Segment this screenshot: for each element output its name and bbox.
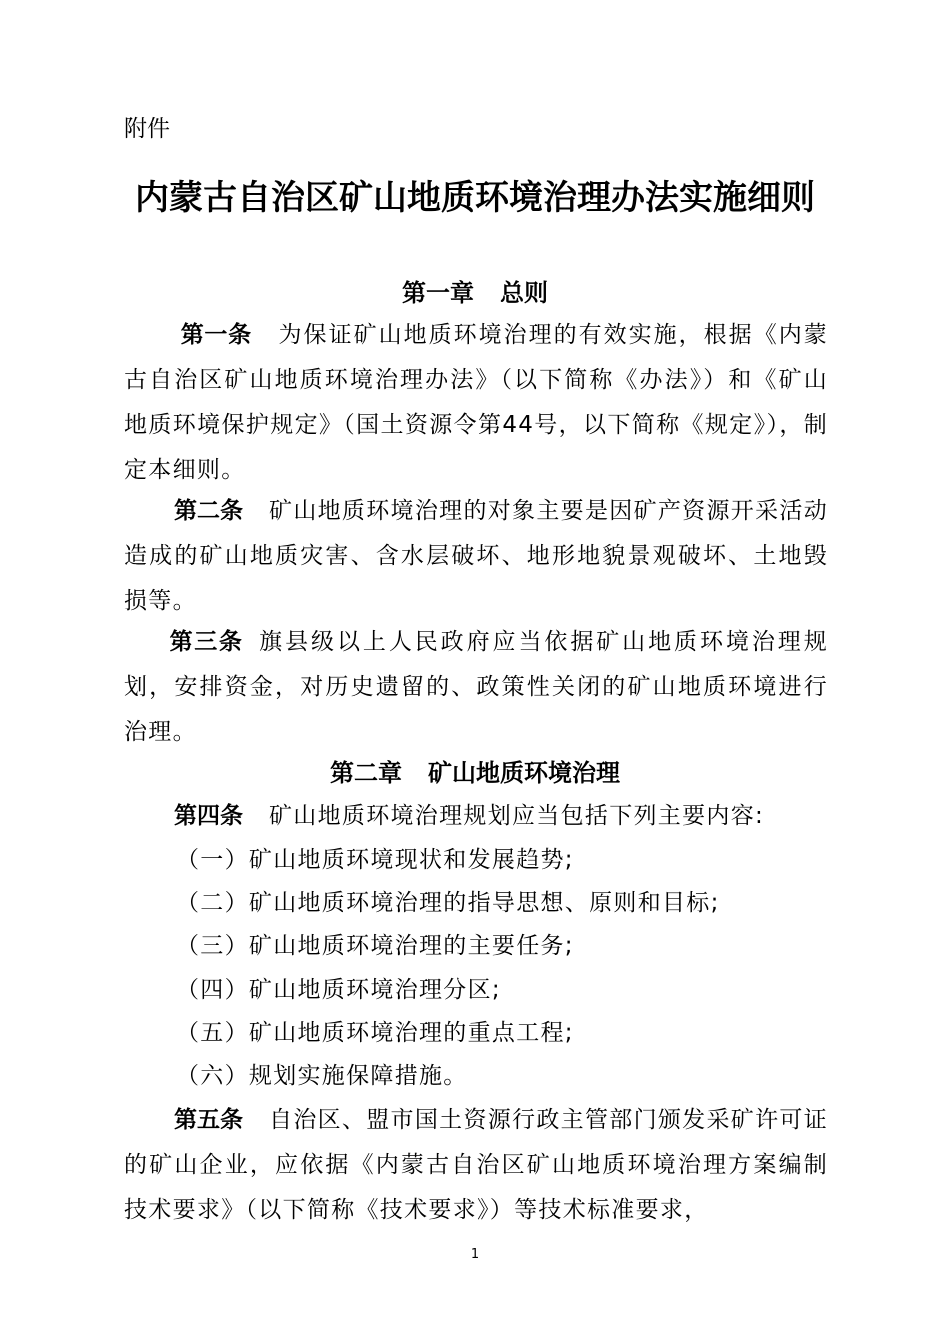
- article-4-item-5: （五）矿山地质环境治理的重点工程;: [176, 1020, 574, 1046]
- chapter-1-name: 总则: [500, 279, 548, 307]
- article-1: [124, 313, 828, 493]
- article-2-label: 第二条: [174, 498, 244, 524]
- article-4-text: 矿山地质环境治理规划应当包括下列主要内容:: [269, 803, 765, 829]
- article-5: [124, 1098, 828, 1233]
- article-3-text: 旗县级以上人民政府应当依据矿山地质环境治理规划，安排资金，对历史遗留的、政策性关闭的矿山地质环境进行治理。: [124, 629, 828, 745]
- chapter-1-number: 第一章: [402, 279, 474, 307]
- page-number: 1: [470, 1247, 480, 1262]
- article-4-item-2: （二）矿山地质环境治理的指导思想、原则和目标;: [176, 890, 720, 916]
- chapter-2-number: 第二章: [330, 759, 402, 787]
- article-3: [124, 620, 828, 755]
- article-2: [124, 489, 828, 624]
- article-4-item-1: （一）矿山地质环境现状和发展趋势;: [176, 847, 574, 873]
- article-4: [124, 794, 828, 839]
- article-4-item-6: （六）规划实施保障措施。: [176, 1063, 468, 1089]
- article-4-label: 第四条: [174, 803, 243, 829]
- chapter-2-name: 矿山地质环境治理: [428, 759, 620, 787]
- chapter-2-heading: [0, 757, 950, 789]
- article-4-item-4: （四）矿山地质环境治理分区;: [176, 977, 501, 1003]
- article-4-item-3: （三）矿山地质环境治理的主要任务;: [176, 933, 574, 959]
- document-title: 内蒙古自治区矿山地质环境治理办法实施细则: [135, 178, 815, 218]
- article-5-label: 第五条: [174, 1107, 244, 1133]
- article-3-label: 第三条: [168, 629, 244, 655]
- article-5-text: 自治区、盟市国土资源行政主管部门颁发采矿许可证的矿山企业，应依据《内蒙古自治区矿山地质环境治理方案编制技术要求》（以下简称《技术要求》）等技术标准要求，: [124, 1107, 828, 1223]
- article-1-label: 第一条: [180, 322, 252, 348]
- article-2-text: 矿山地质环境治理的对象主要是因矿产资源开采活动造成的矿山地质灾害、含水层破坏、地形地貌景观破坏、土地毁损等。: [124, 498, 828, 614]
- attachment-label: 附件: [124, 116, 170, 142]
- article-1-text: 为保证矿山地质环境治理的有效实施，根据《内蒙古自治区矿山地质环境治理办法》（以下简称《办法》）和《矿山地质环境保护规定》（国土资源令第44号，以下简称《规定》），制定本细则。: [124, 322, 829, 483]
- chapter-1-heading: [0, 277, 950, 309]
